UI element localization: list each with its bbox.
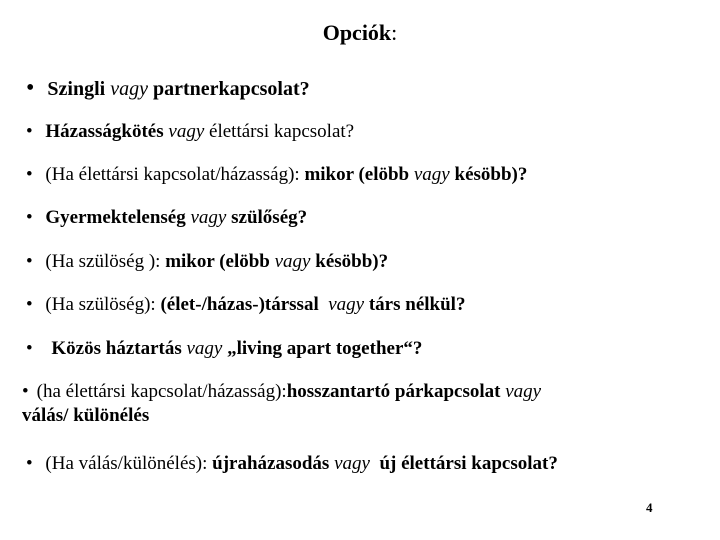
page-number: 4 xyxy=(646,500,653,515)
item-text-bold: hosszantartó párkapcsolat xyxy=(286,381,506,402)
item-text: (ha élettársi kapcsolat/házasság): xyxy=(36,381,287,402)
bullet: • xyxy=(22,381,29,402)
list-item xyxy=(26,337,706,361)
title-colon: : xyxy=(391,20,398,45)
item-text: (Ha szülöség): xyxy=(45,294,161,315)
item-text: (Ha élettársi kapcsolat/házasság): xyxy=(45,164,305,185)
list-item xyxy=(26,206,706,230)
item-emphasis: vagy xyxy=(110,78,148,100)
list-item xyxy=(26,76,706,101)
bullet: • xyxy=(26,294,33,315)
page-title xyxy=(0,20,720,46)
bullet: • xyxy=(26,251,33,272)
bullet: • xyxy=(26,164,33,185)
item-emphasis: vagy xyxy=(328,294,365,315)
list-item xyxy=(26,163,706,187)
bullet: • xyxy=(26,338,33,359)
item-text: (Ha válás/különélés): xyxy=(45,453,213,474)
bullet: • xyxy=(26,121,33,142)
item-text-bold: késöbb)? xyxy=(449,164,528,185)
title-text: Opciók xyxy=(322,20,392,45)
item-emphasis: vagy xyxy=(334,453,370,474)
item-emphasis: vagy xyxy=(190,207,227,228)
item-text: Szingli xyxy=(47,78,111,100)
item-emphasis: vagy xyxy=(413,164,450,185)
list-item xyxy=(22,380,692,428)
list-item xyxy=(26,120,706,144)
list-item xyxy=(26,293,706,317)
list-item xyxy=(26,452,706,476)
item-text: partnerkapcsolat? xyxy=(147,78,310,100)
item-emphasis: vagy xyxy=(505,381,542,402)
item-text-bold: válás/ különélés xyxy=(22,405,150,426)
item-text: Közös háztartás xyxy=(51,338,187,359)
item-text: Gyermektelenség xyxy=(45,207,191,228)
item-text-bold: késöbb)? xyxy=(310,251,389,272)
item-text: „living apart together“? xyxy=(222,338,423,359)
item-emphasis: vagy xyxy=(274,251,311,272)
bullet: • xyxy=(26,207,33,228)
item-emphasis: vagy xyxy=(168,121,205,142)
item-text-bold: mikor (elöbb xyxy=(165,251,275,272)
item-emphasis: vagy xyxy=(186,338,223,359)
list-item xyxy=(26,250,706,274)
item-text-bold: társ nélkül? xyxy=(364,294,466,315)
bullet: • xyxy=(26,75,35,101)
item-text-bold: új élettársi kapcsolat? xyxy=(369,453,558,474)
item-text: (Ha szülöség ): xyxy=(45,251,166,272)
item-text: élettársi kapcsolat? xyxy=(204,121,355,142)
item-text-bold: mikor (elöbb xyxy=(304,164,414,185)
item-text-bold: újraházasodás xyxy=(212,453,335,474)
item-text: Házasságkötés xyxy=(45,121,169,142)
item-text: szülőség? xyxy=(226,207,308,228)
item-text-bold: (élet-/házas-)társsal xyxy=(160,294,329,315)
bullet: • xyxy=(26,453,33,474)
